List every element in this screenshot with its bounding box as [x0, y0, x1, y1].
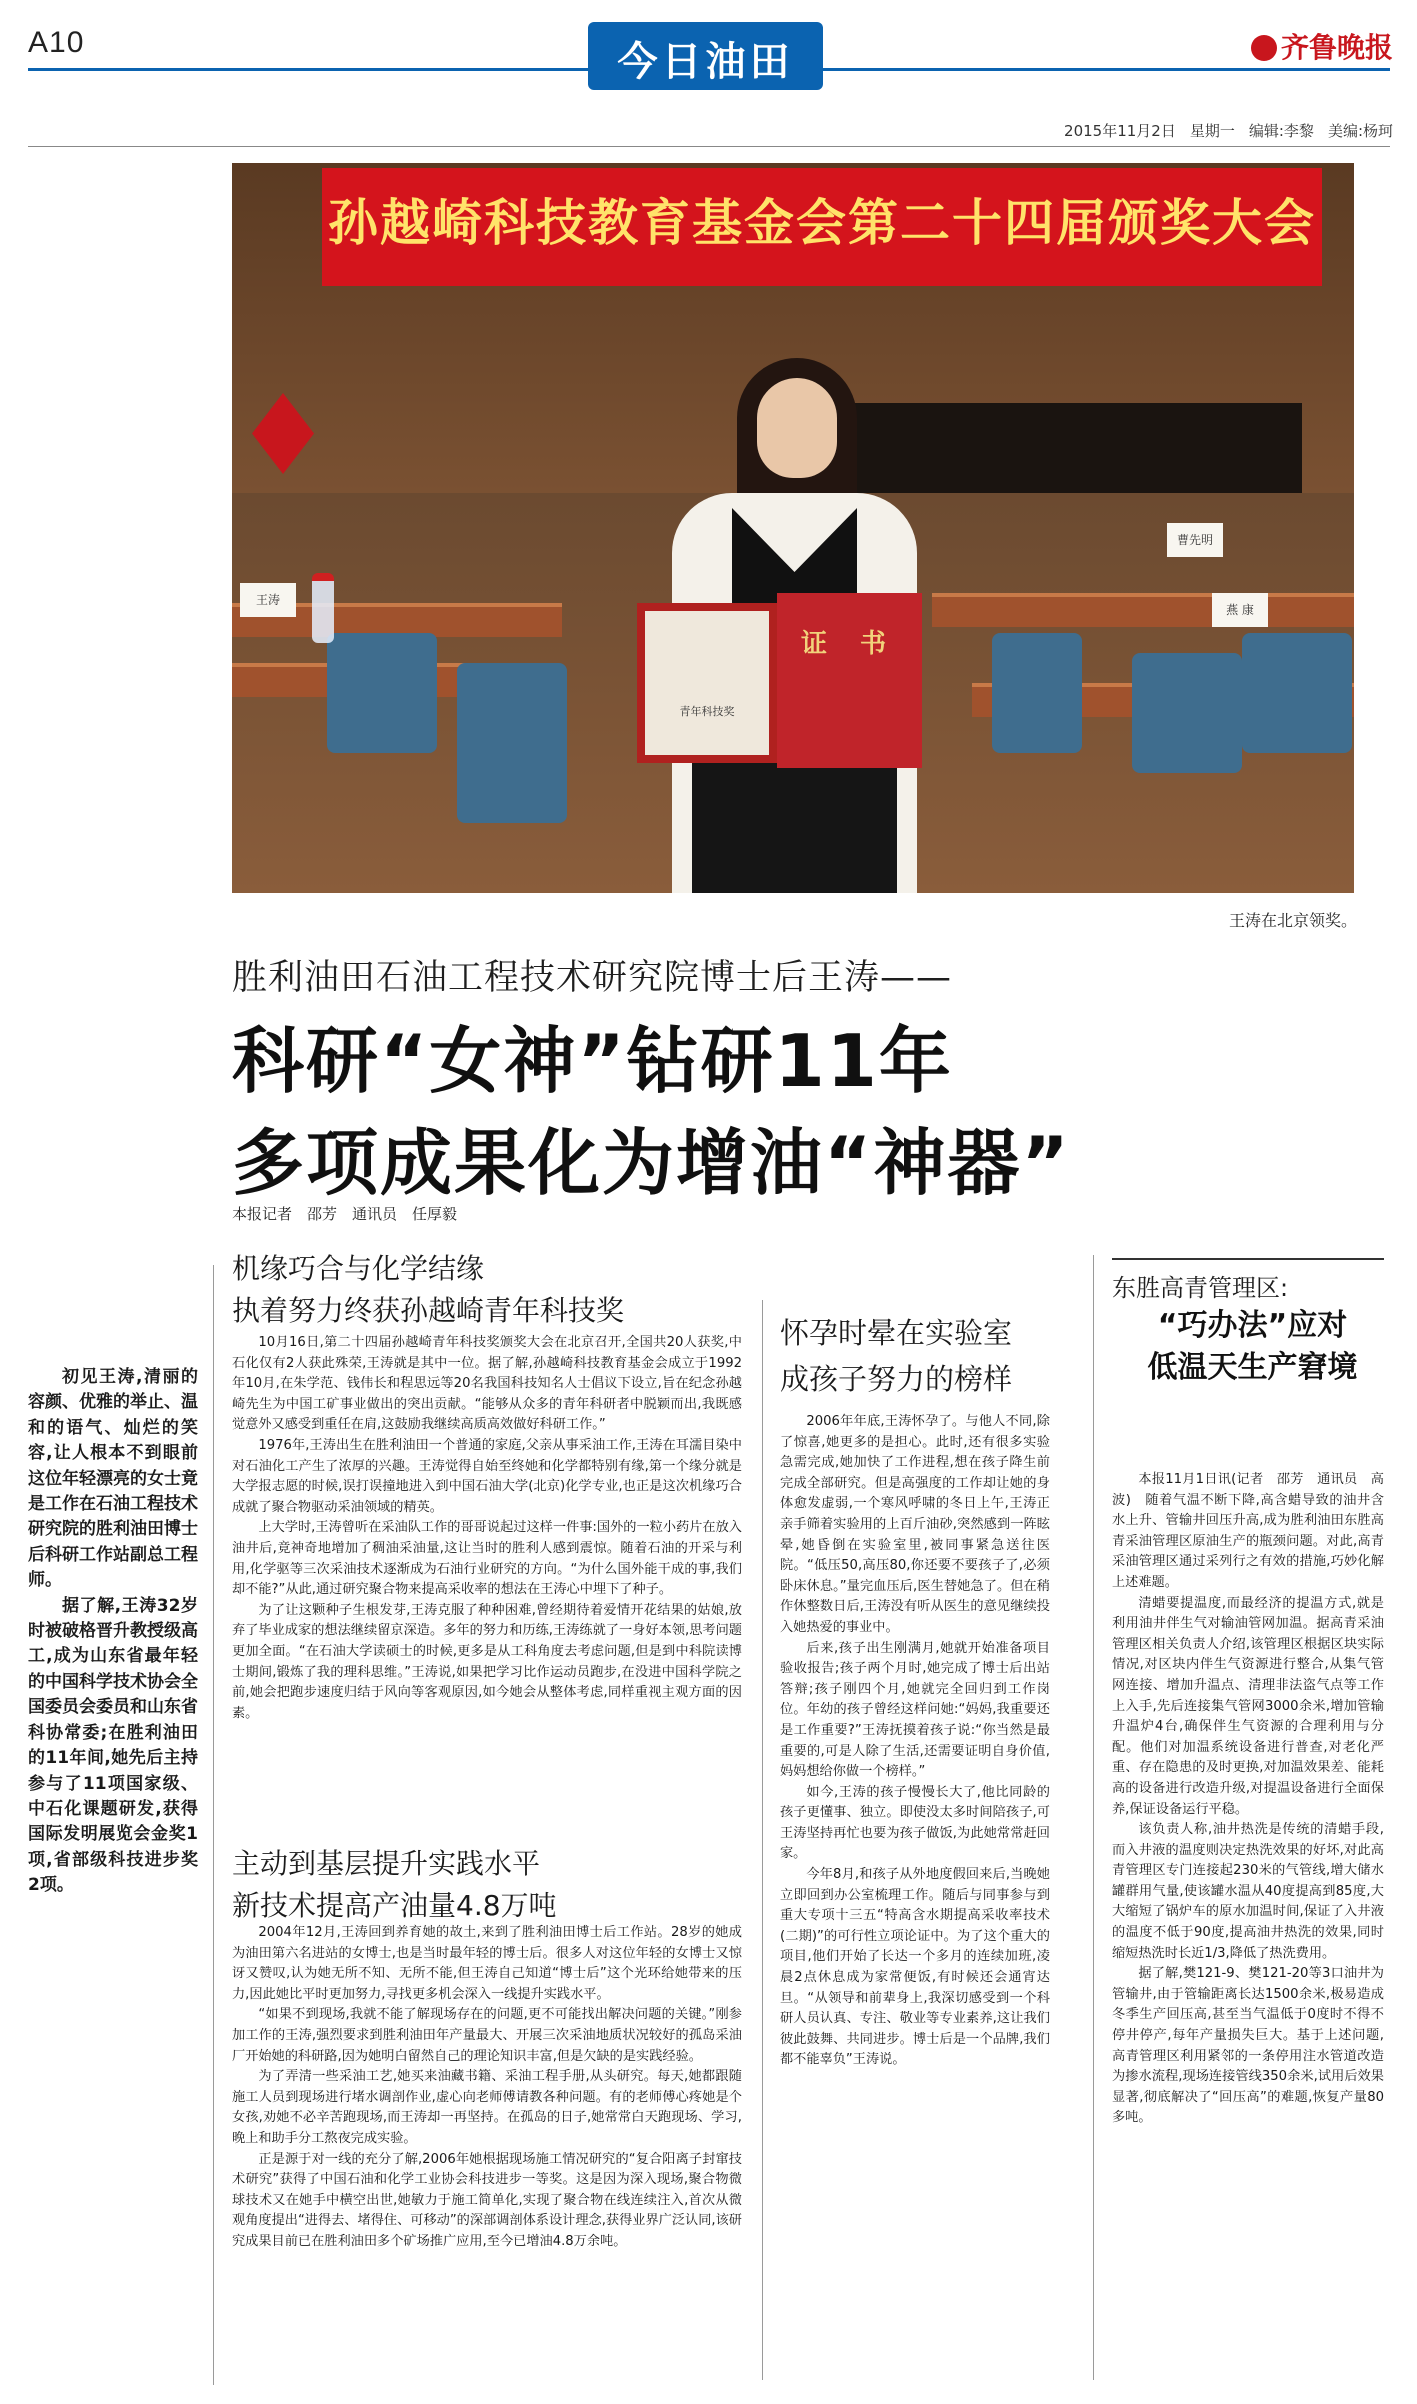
sidebar-kicker: 东胜高青管理区: [1112, 1274, 1289, 1302]
brand-logo-icon [1251, 35, 1277, 61]
article-paragraph: 后来,孩子出生刚满月,她就开始准备项目验收报告;孩子两个月时,她完成了博士后出站答辩;孩子刚四个月,她就完全回归到工作岗位。年幼的孩子曾经这样问她:“妈妈,我重要还是工作重要?”王涛抚摸着孩子说:“你当然是最重要的,可是人除了生活,还需要证明自身价值,妈妈想给你做一个榜样。” [780, 1640, 1050, 1780]
certificate-left [637, 603, 777, 763]
article-paragraph: 如今,王涛的孩子慢慢长大了,他比同龄的孩子更懂事、独立。即使没太多时间陪孩子,可王涛坚持再忙也要为孩子做饭,为此她常常赶回家。 [780, 1784, 1050, 1862]
intro-column [28, 1365, 198, 1899]
editor-credit: 编辑:李黎 [1248, 122, 1314, 140]
newspaper-brand [1251, 26, 1393, 66]
article-paragraph: 今年8月,和孩子从外地度假回来后,当晚她立即回到办公室梳理工作。随后与同事参与到重大专项十三五“特高含水期提高采收率技术(二期)”的可行性立项论证中。为了这个重大的项目,他们开始了长达一个多月的连续加班,凌晨2点休息成为家常便饭,有时候还会通宵达旦。“从领导和前辈身上,我深切感受到一个科研人员认真、专注、敬业等专业素养,这让我们彼此鼓舞、共同进步。博士后是一个品牌,我们都不能辜负”王涛说。 [780, 1867, 1050, 2068]
column-divider [213, 1265, 214, 2385]
byline: 本报记者 邵芳 通讯员 任厚毅 [232, 1205, 458, 1223]
sidebar-paragraph: 清蜡要提温度,而最经济的提温方式,就是利用油井伴生气对输油管网加温。据高青采油管理区相关负责人介绍,该管理区根据区块实际情况,对区块内伴生气资源进行整合,从集气管网连接、增加升温点、清理非法盗气点等工作上入手,先后连接集气管网3000余米,增加管输升温炉4台,确保伴生气资源的合理利用与分配。他们对加温系统设备进行普查,对老化严重、存在隐患的及时更换,对加温效果差、能耗高的设备进行改造升级,对提温设备进行全面保养,保证设备运行平稳。 [1112, 1595, 1384, 1817]
section-1-title-line-2: 执着努力终获孙越崎青年科技奖 [232, 1294, 625, 1327]
desk [932, 593, 1354, 627]
award-photo [232, 163, 1354, 893]
column-divider [762, 1300, 763, 2380]
sidebar-title-line-2: 低温天生产窘境 [1147, 1350, 1358, 1385]
article-paragraph: 为了让这颗种子生根发芽,王涛克服了种种困难,曾经期待着爱情开花结果的姑娘,放弃了毕业成家的想法继续留京深造。多年的努力和历练,王涛练就了一身好本领,思考问题更加全面。“在石油大学读硕士的时候,更多是从工科角度去考虑问题,但是到中科院读博士期间,锻炼了我的理科思维。”王涛说,如果把学习比作运动员跑步,在没进中国科学院之前,她会把跑步速度归结于风向等客观原因,如今她会从整体考虑,同样重视主观方面的因素。 [232, 1602, 742, 1721]
article-paragraph: 为了弄清一些采油工艺,她买来油藏书籍、采油工程手册,从头研究。每天,她都跟随施工人员到现场进行堵水调剖作业,虚心向老师傅请教各种问题。有的老师傅心疼她是个女孩,劝她不必辛苦跑现场,而王涛却一再坚持。在孤岛的日子,她常常白天跑现场、学习,晚上和助手分工熬夜完成实验。 [232, 2069, 742, 2146]
section-1-body [232, 1333, 742, 1724]
section-2-title-line-2: 新技术提高产油量4.8万吨 [232, 1889, 557, 1922]
sidebar-paragraph: 据了解,樊121-9、樊121-20等3口油井为管输井,由于管输距离长达1500余米,极易造成冬季生产回压高,甚至当气温低于0度时不得不停井停产,每年产量损失巨大。基于上述问题,高青管理区利用紧邻的一条停用注水管道改造为掺水流程,现场连接管线350余米,试用后效果显著,彻底解决了“回压高”的难题,恢复产量80多吨。 [1112, 1966, 1384, 2126]
name-card: 燕 康 [1212, 593, 1268, 627]
intro-paragraph: 据了解,王涛32岁时被破格晋升教授级高工,成为山东省最年轻的中国科学技术协会全国委员会委员和山东省科协常委;在胜利油田的11年间,她先后主持参与了11项国家级、中石化课题研发,获得国际发明展览会金奖1项,省部级科技进步奖2项。 [28, 1595, 198, 1896]
person-face [757, 378, 837, 478]
article-paragraph: 1976年,王涛出生在胜利油田一个普通的家庭,父亲从事采油工作,王涛在耳濡目染中对石油化工产生了浓厚的兴趣。王涛觉得自始至终她和化学都特别有缘,第一个缘分就是大学报志愿的时候,误打误撞地进入到中国石油大学(北京)化学专业,也正是这次机缘巧合成就了聚合物驱动采油领域的精英。 [232, 1437, 742, 1515]
dateline [1050, 120, 1393, 141]
water-bottle [312, 573, 334, 643]
sidebar-body [1112, 1470, 1384, 2129]
photo-caption: 王涛在北京领奖。 [1228, 911, 1357, 930]
name-card: 曹先明 [1167, 523, 1223, 557]
chair [327, 633, 437, 753]
headline-line-1: 科研“女神”钻研11年 [232, 1019, 953, 1103]
section-1-heading [232, 1248, 624, 1332]
article-paragraph: “如果不到现场,我就不能了解现场存在的问题,更不可能找出解决问题的关键。”刚参加工作的王涛,强烈要求到胜利油田年产量最大、开展三次采油地质状况较好的孤岛采油厂开始她的科研路,因为她明白留然自己的理论知识丰富,但是欠缺的是实践经验。 [232, 2007, 742, 2064]
page-number: A10 [28, 26, 85, 59]
chair [1242, 633, 1352, 753]
section-2-body [232, 1923, 742, 2253]
section-2-title-line-1: 主动到基层提升实践水平 [232, 1847, 541, 1880]
headline-line-2: 多项成果化为增油“神器” [232, 1121, 1071, 1205]
article-paragraph: 正是源于对一线的充分了解,2006年她根据现场施工情况研究的“复合阳离子封窜技术研究”获得了中国石油和化学工业协会科技进步一等奖。这是因为深入现场,聚合物微球技术又在她手中横空出世,她敏力于施工简单化,实现了聚合物在线连续注入,首次从微观角度提出“进得去、堵得住、可移动”的深部调剖体系设计理念,获得业界广泛认同,该研究成果目前已在胜利油田多个矿场推广应用,至今已增油4.8万余吨。 [232, 2151, 742, 2249]
section-3-heading [780, 1310, 1012, 1402]
name-card: 王涛 [240, 583, 296, 617]
brand-name: 齐鲁晚报 [1280, 31, 1393, 64]
intro-paragraph: 初见王涛,清丽的容颜、优雅的举止、温和的语气、灿烂的笑容,让人根本不到眼前这位年轻漂亮的女士竟是工作在石油工程技术研究院的胜利油田博士后科研工作站副总工程师。 [28, 1367, 198, 1591]
chair [457, 663, 567, 823]
article-paragraph: 上大学时,王涛曾听在采油队工作的哥哥说起过这样一件事:国外的一粒小药片在放入油井后,竟神奇地增加了稠油采油量,这让当时的胜利人感到震惊。随着石油的开采与利用,化学驱等三次采油技术逐渐成为石油行业研究的方向。“为什么国外能干成的事,我们却不能?”从此,通过研究聚合物来提高采收率的想法在王涛心中埋下了种子。 [232, 1520, 742, 1598]
certificate-inner-text: 青年科技奖 [679, 705, 735, 718]
chair [992, 633, 1082, 753]
issue-date: 2015年11月2日 [1064, 122, 1176, 140]
sidebar-paragraph: 该负责人称,油井热洗是传统的清蜡手段,而入井液的温度则决定热洗效果的好坏,对此高青管理区专门连接起230米的气管线,增大储水罐群用气量,使该罐水温从40度提高到85度,大大缩短了锅炉车的原水加温时间,保证了入井液的温度不低于90度,提高油井热洗的效果,同时缩短热洗时长近1/3,降低了热洗费用。 [1112, 1822, 1384, 1961]
section-1-title-line-1: 机缘巧合与化学结缘 [232, 1252, 485, 1285]
article-paragraph: 10月16日,第二十四届孙越崎青年科技奖颁奖大会在北京召开,全国共20人获奖,中石化仅有2人获此殊荣,王涛就是其中一位。据了解,孙越崎科技教育基金会成立于1992年10月,在朱学范、钱伟长和程思远等20名我国科技知名人士倡议下设立,旨在纪念孙越崎先生为中国工矿事业做出的突出贡献。“能够从众多的青年科研者中脱颖而出,我既感觉意外又感受到重任在肩,这鼓励我继续高质高效做好科研工作。” [232, 1335, 742, 1433]
section-3-title-line-2: 成孩子努力的榜样 [780, 1362, 1013, 1396]
section-2-heading [232, 1843, 557, 1927]
certificate-title: 证 书 [800, 629, 899, 659]
certificate-cover [777, 593, 922, 768]
article-paragraph: 2006年年底,王涛怀孕了。与他人不同,除了惊喜,她更多的是担心。此时,还有很多实验急需完成,她加快了工作进程,想在孩子降生前完成全部研究。但是高强度的工作却让她的身体愈发虚弱,一个寒风呼啸的冬日上午,王涛正亲手筛着实验用的上百斤油砂,突然感到一阵眩晕,她昏倒在实验室里,被同事紧急送往医院。“低压50,高压80,你还要不要孩子了,必须卧床休息。”量完血压后,医生替她急了。但在稍作休整数日后,王涛没有听从医生的意见继续投入她热爱的事业中。 [780, 1414, 1050, 1635]
photo-banner-text: 孙越崎科技教育基金会第二十四届颁奖大会 [328, 193, 1316, 252]
article-paragraph: 2004年12月,王涛回到养育她的故土,来到了胜利油田博士后工作站。28岁的她成为油田第六名进站的女博士,也是当时最年轻的博士后。很多人对这位年轻的女博士又惊讶又赞叹,认为她无所不知、无所不能,但王涛自己知道“博士后”这个光环给她带来的压力,因此她比平时更加努力,寻找更多机会深入一线提升实践水平。 [232, 1925, 742, 2002]
designer-credit: 美编:杨珂 [1327, 122, 1393, 140]
issue-weekday: 星期一 [1189, 122, 1235, 140]
sidebar-rule [1112, 1258, 1384, 1260]
sidebar-title-line-1: “巧办法”应对 [1157, 1308, 1348, 1343]
sidebar-paragraph: 本报11月1日讯(记者 邵芳 通讯员 高波) 随着气温不断下降,高含蜡导致的油井含水上升、管输井回压升高,成为胜利油田东胜高青采油管理区原油生产的瓶颈问题。对此,高青采油管理区通过采列行之有效的措施,巧妙化解上述难题。 [1112, 1472, 1384, 1590]
section-3-body [780, 1412, 1050, 2071]
person-skirt [692, 763, 897, 893]
chair [1132, 653, 1242, 773]
section-title: 今日油田 [617, 39, 794, 85]
column-divider [1093, 1255, 1094, 2380]
header-divider [28, 146, 1390, 147]
sidebar-headline [1130, 1305, 1375, 1389]
headline-kicker: 胜利油田石油工程技术研究院博士后王涛—— [232, 958, 953, 998]
section-3-title-line-1: 怀孕时晕在实验室 [780, 1316, 1013, 1350]
